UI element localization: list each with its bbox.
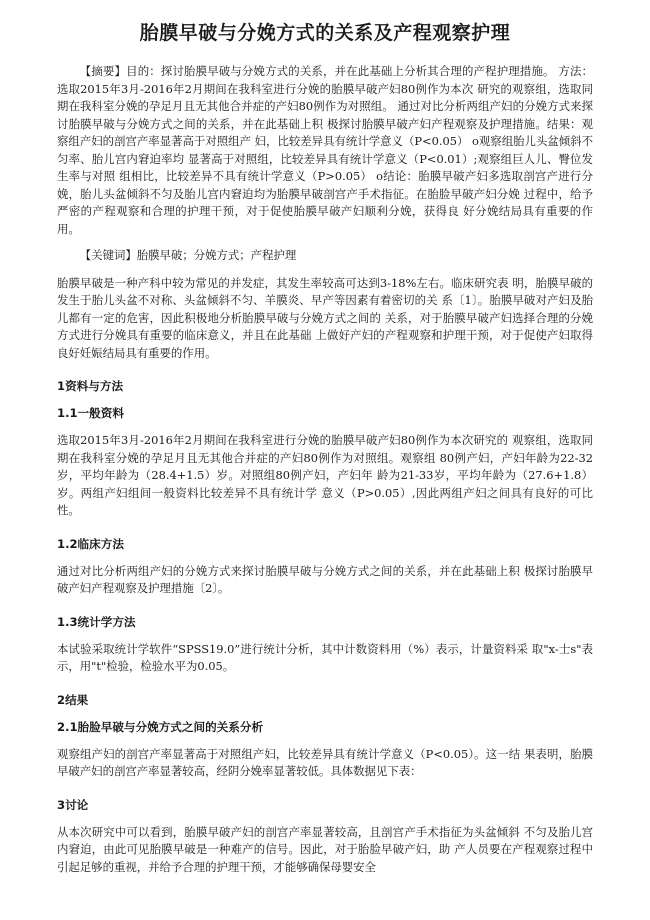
abstract-paragraph (57, 63, 593, 238)
abstract-text: 目的：探讨胎膜早破与分娩方式的关系，并在此基础上分析其合理的产程护理措施。 方法：选取2015年3月-2016年2月期间在我科室进行分娩的胎膜早破产妇80例作为本次 研究的观察组，选取同期在我科室分娩的孕足月且无其他合并症的产妇80例作为对照组。 通过对比分析两组产妇的分娩方式来探讨胎膜早破与分娩方式之间的关系，并在此基础上积 极探讨胎膜早破产妇产程观察及护理措施。结果：观察组产妇的剖宫产率显著高于对照组产 妇，比较差异具有统计学意义（P<0.05） o观察组胎儿头盆倾斜不匀率、胎儿宫内窘迫率均 显著高于对照组，比较差异具有统计学意义（P<0.01）;观察组巨人儿、臀位发生率与对照 组相比，比较差异不具有统计学意义（P>0.05） o结论：胎膜早破产妇多选取剖宫产进行分 娩，胎儿头盆倾斜不匀及胎儿宫内窘迫均为胎膜早破剖宫产手术指征。在胎脸早破产妇分娩 过程中，给予严密的产程观察和合理的护理干预，对于促使胎膜早破产妇顺利分娩，获得良 好分娩结局具有重要的作用。 (57, 64, 593, 236)
section-heading-1-1: 1.1一般资料 (57, 406, 124, 420)
abstract-label: 【摘要】 (79, 64, 127, 78)
paragraph-3: 从本次研究中可以看到，胎膜早破产妇的剖宫产率显著较高，且剖宫产手术指征为头盆倾斜 不匀及胎儿宫内窘迫，由此可见胎膜早破是一种难产的信号。因此，对于胎脸早破产妇，助 产人员要在产程观察过程中引起足够的重视，并给予合理的护理干预，才能够确保母婴安全 (57, 824, 593, 874)
document-title: 胎膜早破与分娩方式的关系及产程观察护理 (139, 22, 511, 44)
keywords-paragraph (57, 247, 593, 265)
section-heading-1-3: 1.3统计学方法 (57, 614, 136, 629)
paragraph-2-1: 观察组产妇的剖宫产率显著高于对照组产妇，比较差异具有统计学意义（P<0.05）。这一结 果表明，胎膜早破产妇的剖宫产率显著较高，经阴分娩率显著较低。具体数据见下表： (57, 746, 593, 778)
section-heading-1: 1资料与方法 (57, 379, 124, 393)
section-heading-2: 2结果 (57, 692, 89, 707)
intro-paragraph: 胎膜早破是一种产科中较为常见的并发症，其发生率较高可达到3-18%左右。临床研究表 明，胎膜早破的发生于胎儿头盆不对称、头盆倾斜不匀、羊膜炎、早产等因素有着密切的关 系〔1〕。胎膜早破对产妇及胎儿都有一定的危害，因此积极地分析胎膜早破与分娩方式之间的 关系，对于胎膜早破产妇选择合理的分娩方式进行分娩具有重要的临床意义，并且在此基础 上做好产妇的产程观察和护理干预，对于促使产妇取得良好妊娠结局具有重要的作用。 (57, 275, 593, 360)
paragraph-1-2: 通过对比分析两组产妇的分娩方式来探讨胎膜早破与分娩方式之间的关系，并在此基础上积 极探讨胎膜早破产妇产程观察及护理措施〔2〕。 (57, 563, 593, 595)
keywords-label: 【关键词】 (79, 248, 137, 262)
paragraph-1-3: 本试验采取统计学软件“SPSS19.0”进行统计分析，其中计数资料用（%）表示，计量资料采 取"x-士s"表示，用"t"检验，检验水平为0.05。 (57, 641, 593, 673)
section-heading-2-1: 2.1胎脸早破与分娩方式之间的关系分析 (57, 719, 264, 734)
paragraph-1-1: 选取2015年3月-2016年2月期间在我科室进行分娩的胎膜早破产妇80例作为本次研究的 观察组，选取同期在我科室分娩的孕足月且无其他合并症的产妇80例作为对照组。观察组 80例产妇，产妇年龄为22-32岁，平均年龄为（28.4+1.5）岁。对照组80例产妇，产妇年 龄为21-33岁，平均年龄为（27.6+1.8）岁。两组产妇组间一般资料比较差异不具有统计学 意义（P>0.05）,因此两组产妇之间具有良好的可比性。 (57, 433, 593, 517)
section-heading-1-2: 1.2临床方法 (57, 536, 124, 551)
section-heading-3: 3讨论 (57, 797, 89, 812)
keywords-text: 胎膜早破；分娩方式；产程护理 (136, 248, 297, 262)
